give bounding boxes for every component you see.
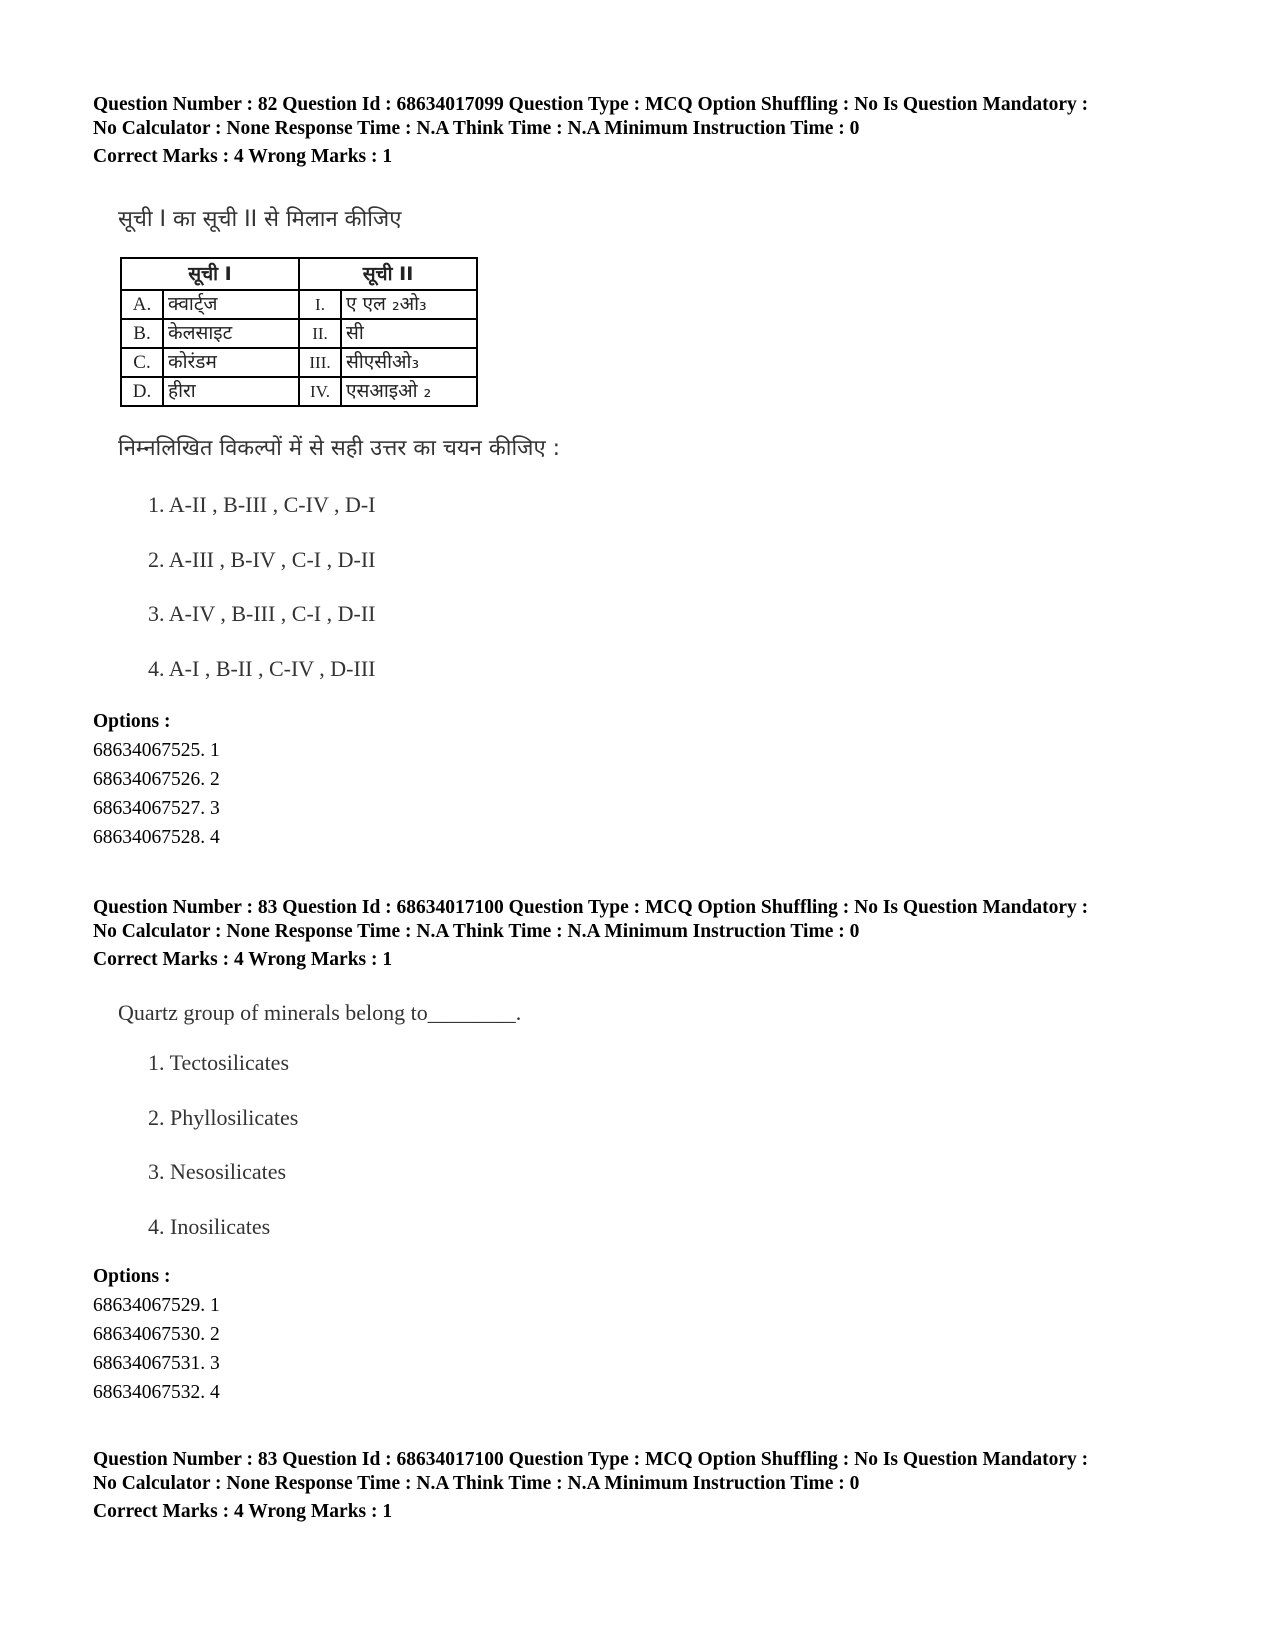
question-82-options [93, 707, 220, 852]
question-marks: Correct Marks : 4 Wrong Marks : 1 [93, 1501, 393, 1522]
choice-item: 3. Nesosilicates [148, 1159, 287, 1184]
chemical-formula: एसआइओ ₂ [341, 377, 477, 406]
option-item: 68634067526. 2 [93, 769, 220, 790]
choice-item: 4. Inosilicates [148, 1213, 271, 1239]
question-meta-line: Question Number : 82 Question Id : 68634017099 Question Type : MCQ Option Shuffling : No Is Question Mandatory : [93, 94, 1089, 115]
mineral-name: केलसाइट [163, 319, 299, 348]
row-key: I. [299, 290, 341, 319]
question-marks: Correct Marks : 4 Wrong Marks : 1 [93, 146, 393, 167]
options-title: Options : [93, 711, 171, 732]
table-row [121, 290, 477, 319]
row-key: B. [121, 319, 163, 348]
question-83-choices [148, 1050, 298, 1268]
option-item: 68634067530. 2 [93, 1324, 220, 1345]
row-key: D. [121, 377, 163, 406]
option-item: 68634067525. 1 [93, 740, 220, 761]
question-83-prompt: Quartz group of minerals belong to________. [118, 1000, 522, 1025]
row-key: IV. [299, 377, 341, 406]
mineral-name: कोरंडम [163, 348, 299, 377]
mineral-name: क्वार्ट्ज [163, 290, 299, 319]
choice-item: 2. Phyllosilicates [148, 1104, 299, 1130]
table-row [121, 348, 477, 377]
chemical-formula: ए एल ₂ओ₃ [341, 290, 477, 319]
question-meta-line: No Calculator : None Response Time : N.A Think Time : N.A Minimum Instruction Time : 0 [93, 118, 860, 139]
row-key: C. [121, 348, 163, 377]
match-table [120, 257, 478, 407]
table-header-list-1: सूची I [121, 258, 299, 290]
question-83-repeat-meta [93, 1448, 1088, 1524]
question-marks: Correct Marks : 4 Wrong Marks : 1 [93, 949, 393, 970]
question-83-meta [93, 896, 1088, 972]
row-key: II. [299, 319, 341, 348]
question-meta-line: Question Number : 83 Question Id : 68634017100 Question Type : MCQ Option Shuffling : No Is Question Mandatory : [93, 897, 1089, 918]
question-meta-line: No Calculator : None Response Time : N.A Think Time : N.A Minimum Instruction Time : 0 [93, 1473, 860, 1494]
question-82-meta [93, 93, 1088, 169]
option-item: 68634067529. 1 [93, 1295, 220, 1316]
choice-item: 1. A-II , B-III , C-IV , D-I [148, 492, 376, 517]
table-row [121, 377, 477, 406]
chemical-formula: सी [341, 319, 477, 348]
chemical-formula: सीएसीओ₃ [341, 348, 477, 377]
question-82-choices [148, 492, 376, 710]
question-83-options [93, 1262, 220, 1407]
choice-item: 3. A-IV , B-III , C-I , D-II [148, 601, 376, 626]
question-82-instruction: निम्नलिखित विकल्पों में से सही उत्तर का चयन कीजिए : [118, 436, 561, 461]
question-meta-line: Question Number : 83 Question Id : 68634017100 Question Type : MCQ Option Shuffling : No Is Question Mandatory : [93, 1449, 1089, 1470]
option-item: 68634067531. 3 [93, 1353, 220, 1374]
question-meta-line: No Calculator : None Response Time : N.A Think Time : N.A Minimum Instruction Time : 0 [93, 921, 860, 942]
question-82-prompt: सूची I का सूची II से मिलान कीजिए [118, 207, 402, 232]
option-item: 68634067527. 3 [93, 798, 220, 819]
table-header-list-2: सूची II [299, 258, 477, 290]
row-key: A. [121, 290, 163, 319]
mineral-name: हीरा [163, 377, 299, 406]
choice-item: 1. Tectosilicates [148, 1050, 290, 1075]
choice-item: 4. A-I , B-II , C-IV , D-III [148, 655, 376, 681]
table-row [121, 319, 477, 348]
row-key: III. [299, 348, 341, 377]
options-title: Options : [93, 1266, 171, 1287]
option-item: 68634067532. 4 [93, 1382, 220, 1403]
option-item: 68634067528. 4 [93, 827, 220, 848]
choice-item: 2. A-III , B-IV , C-I , D-II [148, 546, 376, 572]
